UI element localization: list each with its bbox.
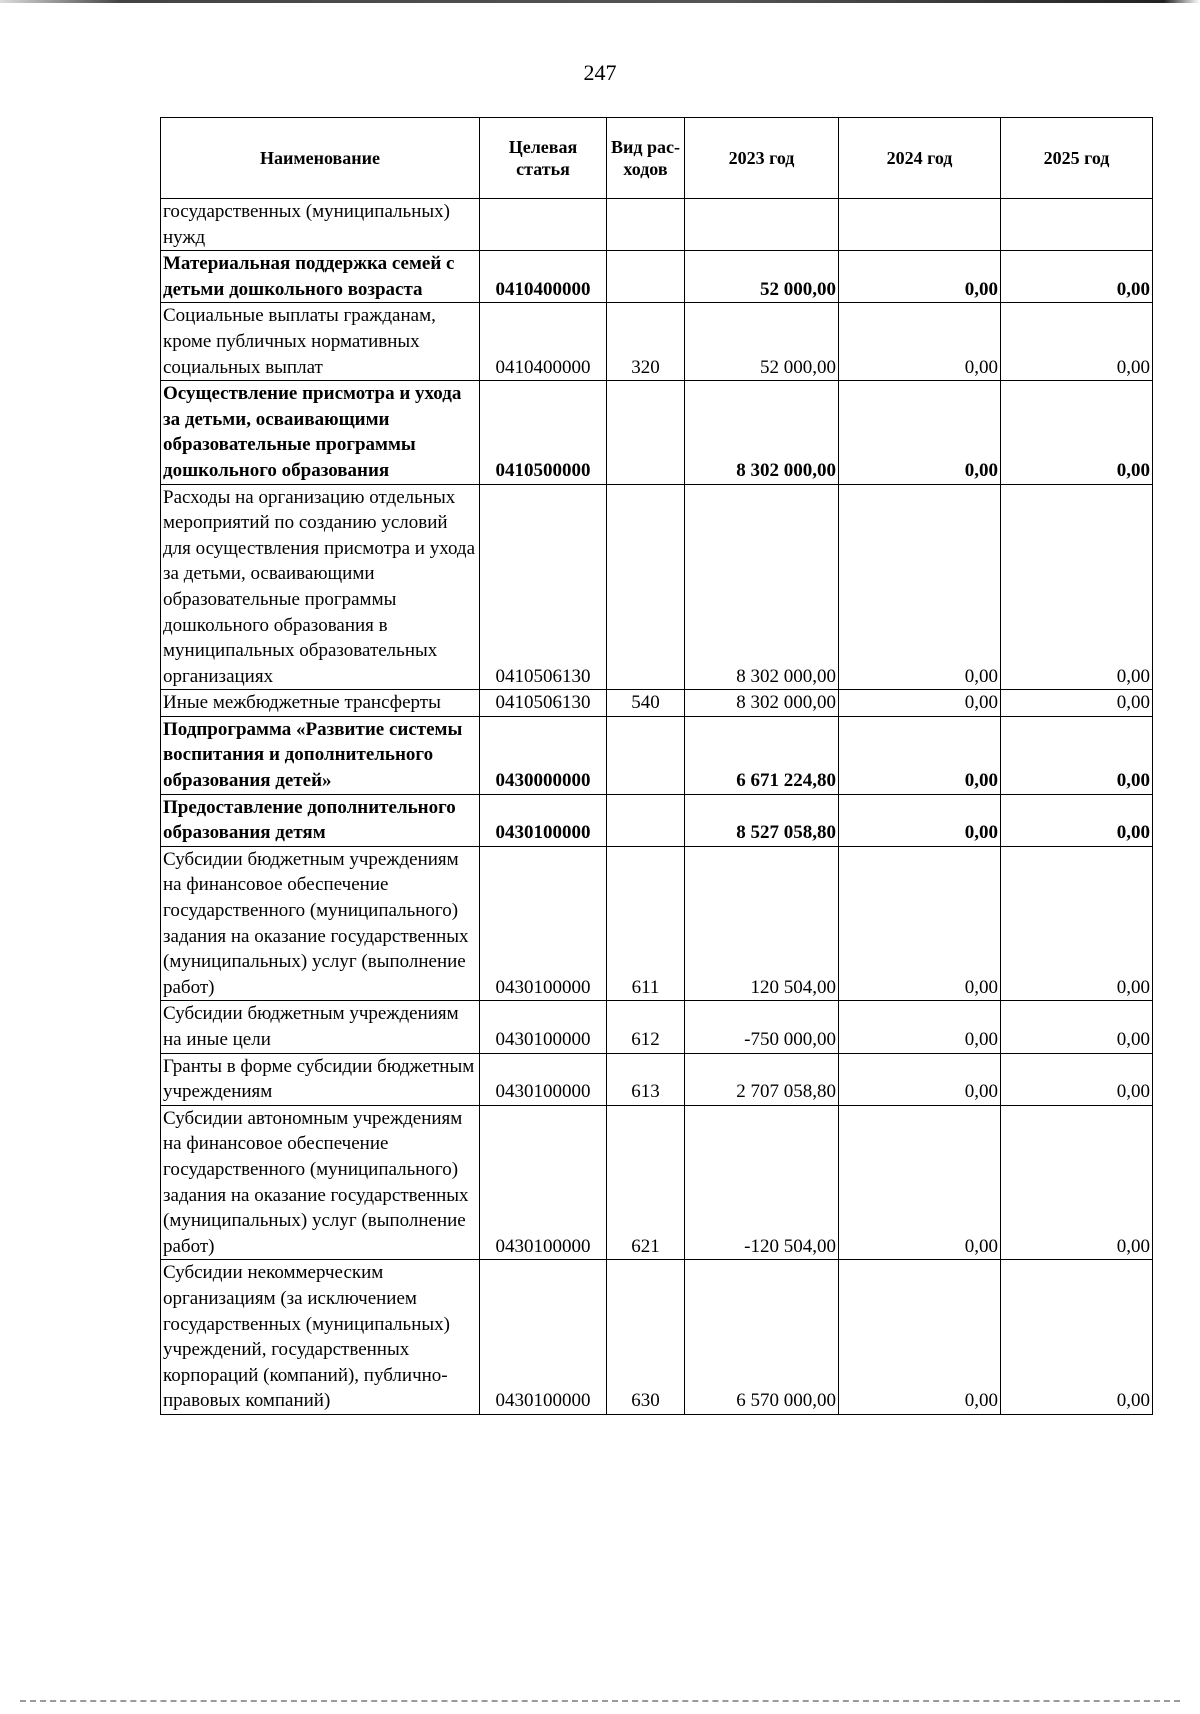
cell-2024: 0,00 (839, 1053, 1001, 1105)
cell-2024: 0,00 (839, 716, 1001, 794)
cell-name: Иные межбюджетные трансферты (161, 690, 480, 717)
table-body (161, 199, 1153, 1415)
cell-name: государственных (муниципальных) нужд (161, 199, 480, 251)
table-row (161, 716, 1153, 794)
cell-name: Социальные выплаты гражданам, кроме публичных нормативных социальных выплат (161, 303, 480, 381)
cell-name: Предоставление дополнительного образования детям (161, 794, 480, 846)
cell-2023 (685, 199, 839, 251)
cell-name: Подпрограмма «Развитие системы воспитания и дополнительного образования детей» (161, 716, 480, 794)
table-row (161, 690, 1153, 717)
scan-top-edge (0, 0, 1200, 3)
table-row (161, 1105, 1153, 1260)
cell-2024: 0,00 (839, 303, 1001, 381)
cell-2024: 0,00 (839, 1001, 1001, 1053)
cell-expense-type: 320 (607, 303, 685, 381)
table-row (161, 199, 1153, 251)
table-row (161, 251, 1153, 303)
cell-expense-type: 540 (607, 690, 685, 717)
table-row (161, 381, 1153, 484)
cell-2024: 0,00 (839, 794, 1001, 846)
cell-name: Субсидии бюджетным учреждениям на иные цели (161, 1001, 480, 1053)
cell-target-article (480, 199, 607, 251)
cell-expense-type: 611 (607, 846, 685, 1001)
cell-expense-type (607, 381, 685, 484)
table-row (161, 484, 1153, 690)
cell-expense-type: 630 (607, 1260, 685, 1415)
cell-2025: 0,00 (1001, 1001, 1153, 1053)
cell-2023: 2 707 058,80 (685, 1053, 839, 1105)
cell-2025: 0,00 (1001, 303, 1153, 381)
cell-2023: 8 302 000,00 (685, 484, 839, 690)
cell-2023: 120 504,00 (685, 846, 839, 1001)
cell-2025: 0,00 (1001, 1053, 1153, 1105)
cell-target-article: 0430100000 (480, 1260, 607, 1415)
cell-2023: 6 671 224,80 (685, 716, 839, 794)
cell-2023: 6 570 000,00 (685, 1260, 839, 1415)
cell-name: Субсидии бюджетным учреждениям на финансовое обеспечение государственного (муниципального) задания на оказание государственных (муниципальных) услуг (выполнение работ) (161, 846, 480, 1001)
cell-name: Материальная поддержка семей с детьми дошкольного возраста (161, 251, 480, 303)
cell-expense-type (607, 199, 685, 251)
cell-2025: 0,00 (1001, 690, 1153, 717)
table-row (161, 1001, 1153, 1053)
cell-2025: 0,00 (1001, 381, 1153, 484)
cell-2023: 52 000,00 (685, 251, 839, 303)
budget-table (160, 117, 1153, 1415)
cell-2025: 0,00 (1001, 794, 1153, 846)
cell-expense-type (607, 484, 685, 690)
cell-2025: 0,00 (1001, 251, 1153, 303)
cell-2024: 0,00 (839, 381, 1001, 484)
cell-2024 (839, 199, 1001, 251)
cell-2024: 0,00 (839, 846, 1001, 1001)
cell-2025: 0,00 (1001, 1105, 1153, 1260)
cell-2025: 0,00 (1001, 1260, 1153, 1415)
cell-2023: 8 527 058,80 (685, 794, 839, 846)
cell-expense-type: 612 (607, 1001, 685, 1053)
cell-2025: 0,00 (1001, 846, 1153, 1001)
cell-2024: 0,00 (839, 251, 1001, 303)
cell-target-article: 0430100000 (480, 1053, 607, 1105)
cell-name: Субсидии автономным учреждениям на финансовое обеспечение государственного (муниципального) задания на оказание государственных (муниципальных) услуг (выполнение работ) (161, 1105, 480, 1260)
cell-2024: 0,00 (839, 484, 1001, 690)
header-target-article: Целевая статья (480, 118, 607, 199)
cell-2025: 0,00 (1001, 716, 1153, 794)
cell-2023: -750 000,00 (685, 1001, 839, 1053)
cell-target-article: 0410400000 (480, 251, 607, 303)
cell-name: Субсидии некоммерческим организациям (за исключением государственных (муниципальных) учреждений, государственных корпораций (компаний), публично-правовых компаний) (161, 1260, 480, 1415)
table-row (161, 846, 1153, 1001)
cell-2025 (1001, 199, 1153, 251)
header-year-2024: 2024 год (839, 118, 1001, 199)
cell-expense-type (607, 716, 685, 794)
cell-expense-type: 613 (607, 1053, 685, 1105)
cell-2025: 0,00 (1001, 484, 1153, 690)
table-row (161, 1053, 1153, 1105)
table-row (161, 1260, 1153, 1415)
table-row (161, 303, 1153, 381)
cell-expense-type: 621 (607, 1105, 685, 1260)
cell-2023: 8 302 000,00 (685, 690, 839, 717)
cell-target-article: 0410400000 (480, 303, 607, 381)
cell-target-article: 0430100000 (480, 1105, 607, 1260)
header-expense-type: Вид рас- ходов (607, 118, 685, 199)
cell-expense-type (607, 794, 685, 846)
header-year-2025: 2025 год (1001, 118, 1153, 199)
cell-2023: -120 504,00 (685, 1105, 839, 1260)
scan-bottom-edge (20, 1700, 1180, 1702)
page-number: 247 (583, 60, 617, 85)
cell-2024: 0,00 (839, 690, 1001, 717)
cell-name: Осуществление присмотра и ухода за детьми, осваивающими образовательные программы дошкольного образования (161, 381, 480, 484)
cell-2024: 0,00 (839, 1260, 1001, 1415)
cell-2023: 52 000,00 (685, 303, 839, 381)
cell-target-article: 0430000000 (480, 716, 607, 794)
cell-2024: 0,00 (839, 1105, 1001, 1260)
cell-target-article: 0430100000 (480, 1001, 607, 1053)
cell-name: Гранты в форме субсидии бюджетным учреждениям (161, 1053, 480, 1105)
header-name: Наименование (161, 118, 480, 199)
table-row (161, 794, 1153, 846)
cell-2023: 8 302 000,00 (685, 381, 839, 484)
header-year-2023: 2023 год (685, 118, 839, 199)
cell-target-article: 0430100000 (480, 846, 607, 1001)
cell-target-article: 0410506130 (480, 690, 607, 717)
cell-target-article: 0410500000 (480, 381, 607, 484)
cell-target-article: 0430100000 (480, 794, 607, 846)
cell-expense-type (607, 251, 685, 303)
cell-target-article: 0410506130 (480, 484, 607, 690)
cell-name: Расходы на организацию отдельных мероприятий по созданию условий для осуществления присмотра и ухода за детьми, осваивающими образовательные программы дошкольного образования в муниципальных образовательных организациях (161, 484, 480, 690)
table-header-row (161, 118, 1153, 199)
